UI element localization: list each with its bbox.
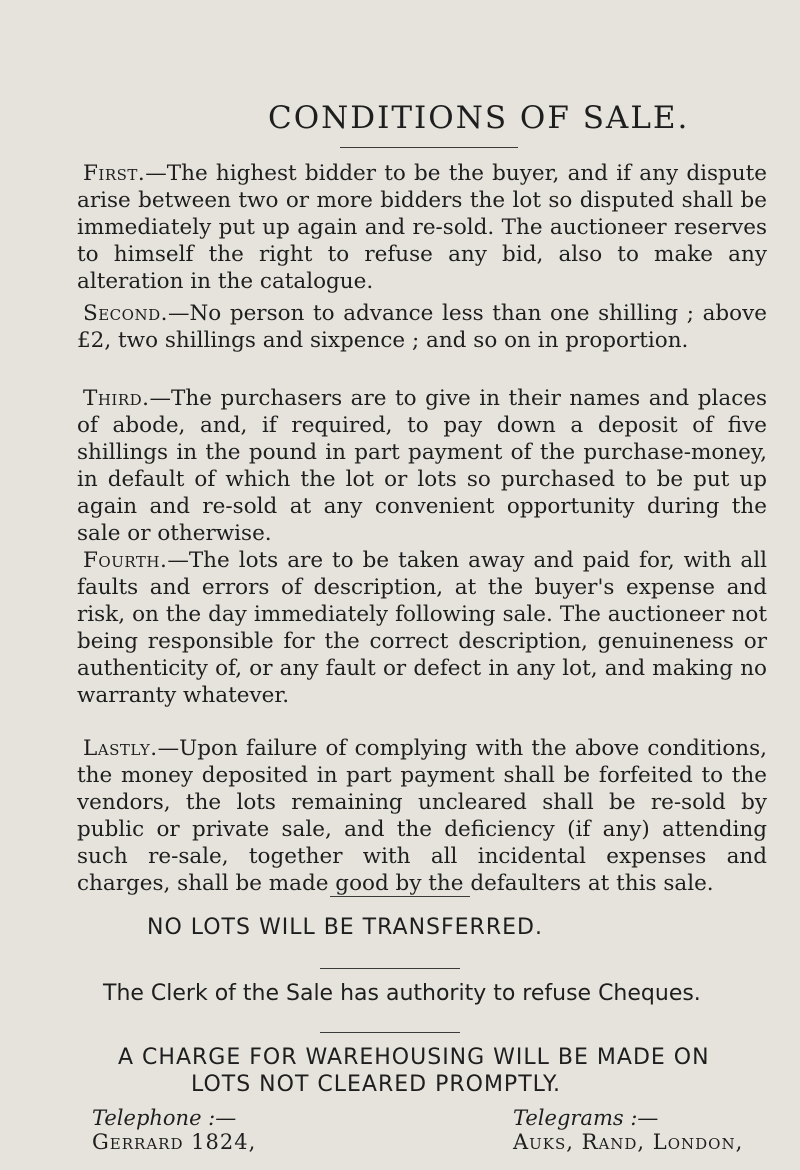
condition-text: —The highest bidder to be the buyer, and if any dispute arise between two or more bidders the lot so disputed shall be immediately put up again and re-sold. The auctioneer reserves to himself the right to refuse any bid, also to make any alteration in the catalogue. [77, 161, 767, 294]
telegrams-block [513, 1106, 743, 1154]
divider [320, 1032, 460, 1033]
condition-lead: Lastly. [83, 736, 158, 761]
divider [330, 896, 470, 897]
telegrams-value: Auks, Rand, London, [513, 1130, 744, 1154]
divider [340, 147, 518, 148]
condition-lead: Third. [83, 386, 150, 411]
condition-fourth [77, 547, 767, 709]
warehousing-notice-line1: A CHARGE FOR WAREHOUSING WILL BE MADE ON [118, 1045, 710, 1070]
telephone-label: Telephone :— [92, 1106, 237, 1130]
condition-text: —The purchasers are to give in their names and places of abode, and, if required, to pay down a deposit of five shillings in the pound in part payment of the purchase-money, in default of which the lot or lots so purchased to be put up again and re-sold at any convenient opportunity during the sale or otherwise. [77, 386, 767, 546]
telephone-value: Gerrard 1824, [92, 1130, 257, 1154]
condition-lead: First. [83, 161, 146, 186]
warehousing-notice-line2: LOTS NOT CLEARED PROMPTLY. [191, 1072, 561, 1097]
cheques-notice: The Clerk of the Sale has authority to refuse Cheques. [103, 981, 701, 1006]
condition-second [77, 300, 767, 354]
no-transfer-notice: NO LOTS WILL BE TRANSFERRED. [147, 915, 543, 940]
condition-third [77, 385, 767, 547]
telegrams-label: Telegrams :— [513, 1106, 659, 1130]
condition-lead: Second. [83, 301, 168, 326]
condition-lastly [77, 735, 767, 897]
condition-text: —The lots are to be taken away and paid for, with all faults and errors of description, at the buyer's expense and risk, on the day immediately following sale. The auctioneer not being responsible for the correct description, genuineness or authenticity of, or any fault or defect in any lot, and making no warranty whatever. [77, 548, 767, 708]
condition-first [77, 160, 767, 295]
page-title: CONDITIONS OF SALE. [268, 100, 690, 136]
telephone-block [92, 1106, 256, 1154]
divider [320, 968, 460, 969]
condition-text: —Upon failure of complying with the above conditions, the money deposited in part payment shall be forfeited to the vendors, the lots remaining uncleared shall be re-sold by public or private sale, and the deficiency (if any) attending such re-sale, together with all incidental expenses and charges, shall be made good by the defaulters at this sale. [77, 736, 767, 896]
condition-text: —No person to advance less than one shilling ; above £2, two shillings and sixpence ; and so on in proportion. [77, 301, 767, 353]
condition-lead: Fourth. [83, 548, 168, 573]
